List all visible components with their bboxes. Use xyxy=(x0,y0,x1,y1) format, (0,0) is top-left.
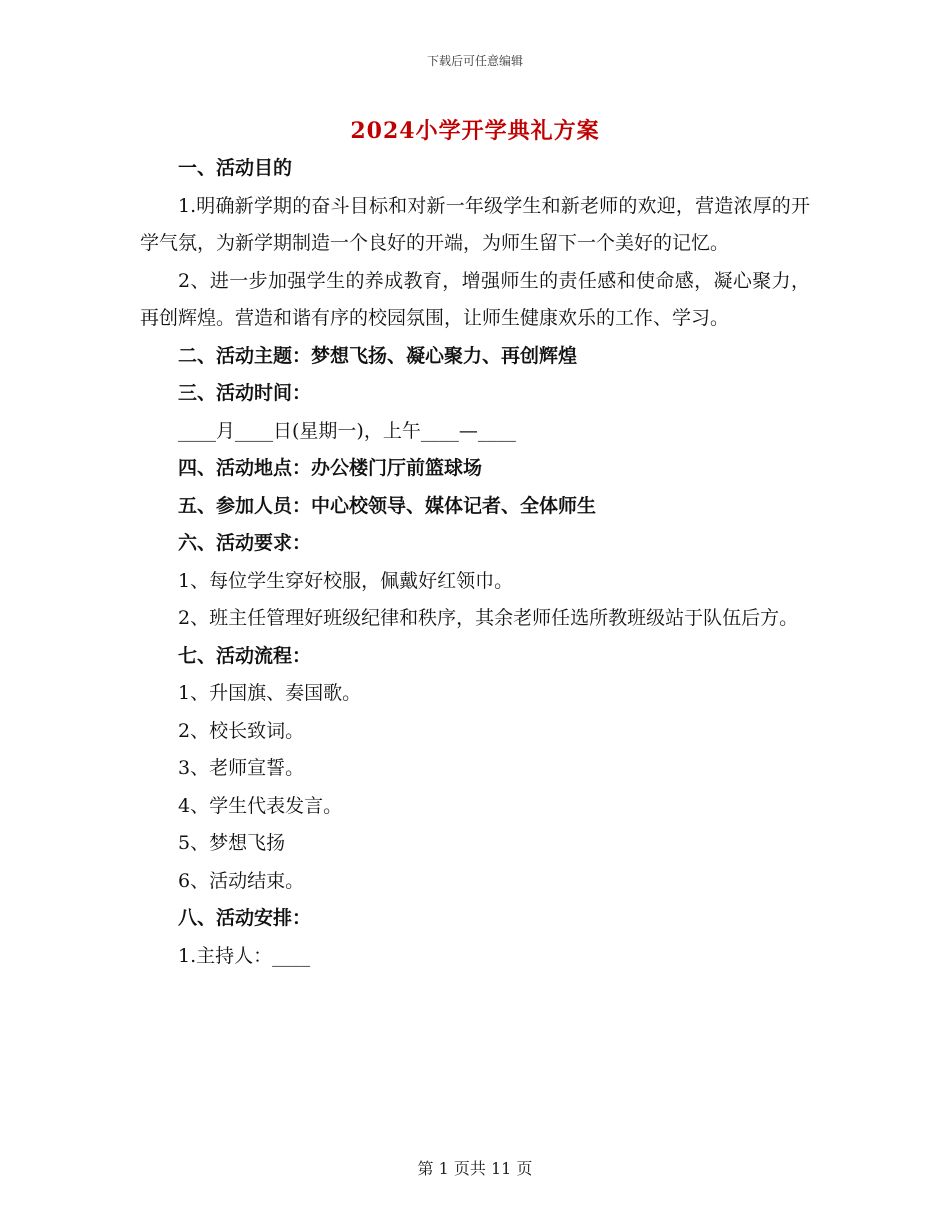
list-item: 2、班主任管理好班级纪律和秩序，其余老师任选所教班级站于队伍后方。 xyxy=(178,607,799,629)
section-heading-participants: 五、参加人员：中心校领导、媒体记者、全体师生 xyxy=(178,494,597,517)
list-item: 1.主持人：____ xyxy=(178,944,311,967)
section-heading-time: 三、活动时间： xyxy=(178,382,312,404)
document-body xyxy=(140,150,810,975)
document-title: 2024小学开学典礼方案 xyxy=(350,118,600,144)
list-item: 1、每位学生穿好校服，佩戴好红领巾。 xyxy=(178,569,514,592)
paragraph: 2、进一步加强学生的养成教育，增强师生的责任感和使命感，凝心聚力，再创辉煌。营造和谐有序的校园氛围，让师生健康欢乐的工作、学习。 xyxy=(140,269,810,329)
section-heading-requirements: 六、活动要求： xyxy=(178,532,312,554)
page-footer: 第 1 页共 11 页 xyxy=(417,1159,533,1178)
list-item: 3、老师宣誓。 xyxy=(178,757,305,779)
paragraph: ____月____日(星期一)，上午____—____ xyxy=(178,419,516,442)
page-header: 下载后可任意编辑 xyxy=(426,54,523,68)
section-heading-process: 七、活动流程： xyxy=(178,644,312,667)
section-heading-location: 四、活动地点：办公楼门厅前篮球场 xyxy=(178,457,483,479)
section-heading-purpose: 一、活动目的 xyxy=(178,157,293,179)
list-item: 5、梦想飞扬 xyxy=(178,832,286,854)
section-heading-theme: 二、活动主题：梦想飞扬、凝心聚力、再创辉煌 xyxy=(178,344,578,367)
paragraph: 1.明确新学期的奋斗目标和对新一年级学生和新老师的欢迎，营造浓厚的开学气氛，为新学期制造一个良好的开端，为师生留下一个美好的记忆。 xyxy=(140,194,810,254)
section-heading-arrangement: 八、活动安排： xyxy=(178,907,312,929)
list-item: 6、活动结束。 xyxy=(178,869,305,892)
list-item: 1、升国旗、奏国歌。 xyxy=(178,682,362,704)
list-item: 2、校长致词。 xyxy=(178,719,305,742)
list-item: 4、学生代表发言。 xyxy=(178,794,343,817)
